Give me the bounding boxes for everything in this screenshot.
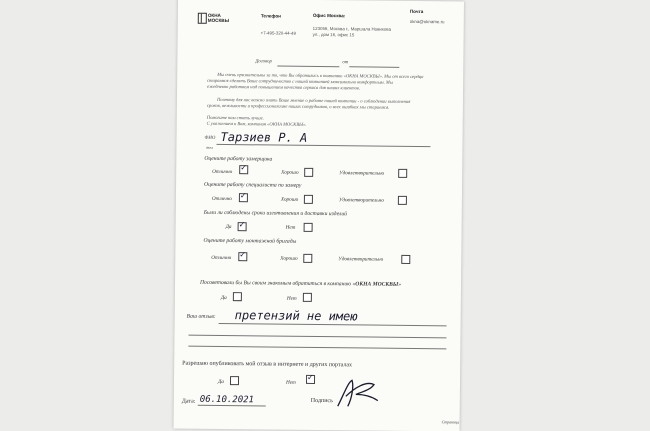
publish-text: Разрешаю опубликовать мой отзыв в интернете и других порталах — [182, 360, 353, 369]
q5-text: Посоветовали бы Вы своим знакомым обратиться в компанию «ОКНА МОСКВЫ» — [200, 279, 402, 288]
date-line — [198, 405, 266, 407]
q1-opt2-checkbox[interactable] — [304, 168, 313, 177]
intro-p1: Мы очень признательны за то, что Вы обратились в компанию «ОКНА МОСКВЫ». Мы от всего сердца — [217, 71, 424, 80]
q3-opt1-label: Да — [225, 224, 232, 231]
intro-p1b: стараемся сделать Ваше сотрудничество с нашей компанией максимально комфортным. Мы — [207, 77, 393, 85]
name-handwritten: Тарзиев Р. А — [220, 129, 308, 145]
q2-opt3-label: Удовлетворительно — [338, 197, 384, 204]
q3-text: Были ли соблюдены сроки изготовления и доставки изделий — [203, 209, 347, 218]
contract-label: Договор — [255, 59, 272, 65]
review-line-1 — [219, 323, 447, 326]
q1-opt3-label: Удовлетворительно — [339, 170, 385, 177]
phone-value: +7-495-320-44-49 — [260, 30, 296, 36]
q3-opt2-label: Нет — [285, 224, 296, 231]
q3-opt2-checkbox[interactable] — [304, 223, 313, 232]
phone-label: Телефон — [260, 13, 281, 19]
q4-opt1-checkbox[interactable] — [238, 252, 247, 261]
q4-opt2-label: Хорошо — [280, 255, 298, 262]
logo-icon — [198, 13, 207, 24]
q5-opt1-label: Да — [220, 294, 227, 302]
check-mark-icon: ✓ — [238, 220, 246, 230]
check-mark-icon: ✓ — [240, 163, 247, 173]
q2-opt3-checkbox[interactable] — [398, 196, 407, 205]
q1-opt3-checkbox[interactable] — [398, 169, 407, 178]
q3-opt1-checkbox[interactable] — [238, 222, 247, 231]
check-mark-icon: ✓ — [307, 372, 314, 382]
date-label: Дата: — [181, 398, 196, 405]
review-handwritten: претензий не имею — [234, 308, 358, 324]
q2-opt2-label: Хорошо — [280, 196, 299, 203]
q2-opt1-checkbox[interactable] — [239, 193, 248, 202]
intro-p2: Поэтому для нас важно знать Ваше мнение о работе нашей компании - о соблюдении выполнения — [216, 96, 411, 104]
logo-line1: ОКНА — [207, 12, 221, 18]
feedback-form-paper — [174, 0, 464, 431]
logo-line2: МОСКВЫ — [207, 17, 230, 24]
name-label: ФИО — [204, 135, 216, 141]
check-mark-icon: ✓ — [239, 250, 247, 260]
publish-opt1-label: Да — [217, 378, 224, 386]
q4-opt3-checkbox[interactable] — [401, 255, 410, 264]
page-label: Страница — [441, 419, 460, 425]
q5-opt2-label: Нет — [286, 295, 297, 302]
signature-image — [334, 376, 384, 411]
office-label: Офис Москва: — [312, 12, 346, 19]
q2-text: Оцените работу специалиста по замеру — [204, 181, 302, 189]
office-line1: 123056, Москва г., Маршала Новикова — [312, 25, 392, 32]
q1-text: Оцените работу замерщика — [204, 155, 273, 163]
publish-opt2-checkbox[interactable] — [306, 372, 315, 384]
intro-p2b: сроков, вежливости и профессионализме наших сотрудников, о всех ошибках мы стараемся. — [206, 102, 390, 110]
q5-opt1-checkbox[interactable] — [233, 292, 242, 301]
q4-text: Оцените работу монтажной бригады — [203, 237, 297, 245]
q4-opt1-label: Отлично — [211, 254, 232, 262]
contract-date-line — [349, 66, 399, 68]
date-handwritten: 06.10.2021 — [199, 394, 255, 406]
name-sub-label: тел — [206, 144, 213, 150]
contract-number-line — [277, 66, 339, 68]
review-line-3 — [188, 346, 446, 350]
q2-opt2-checkbox[interactable] — [304, 195, 313, 204]
office-line2: ул., дом 16, офис 15 — [312, 31, 355, 38]
q1-opt1-checkbox[interactable] — [239, 165, 248, 174]
name-line — [216, 144, 430, 147]
q1-opt2-label: Хорошо — [281, 169, 299, 176]
q5-text-main: Посоветовали бы Вы своим знакомым обратиться в компанию — [200, 279, 352, 288]
publish-opt2-label: Нет — [285, 379, 296, 386]
contract-from-label: от — [342, 60, 349, 66]
review-line-2 — [188, 335, 446, 339]
signature-label: Подпись — [310, 397, 333, 405]
q2-opt1-label: Отлично — [211, 195, 232, 203]
intro-p3: Помогите нам стать лучше. — [206, 114, 264, 121]
intro-p1c: ежедневно работаем над повышением качества сервиса для наших клиентов. — [207, 83, 361, 91]
check-mark-icon: ✓ — [239, 191, 247, 201]
publish-opt1-checkbox[interactable] — [230, 376, 239, 385]
q5-opt2-checkbox[interactable] — [303, 293, 312, 302]
intro-p3b: С уважением к Вам, компания «ОКНА МОСКВЫ». — [206, 120, 307, 127]
q4-opt3-label: Удовлетворительно — [338, 256, 384, 263]
mail-label: Почта — [409, 8, 424, 15]
q4-opt2-checkbox[interactable] — [303, 254, 312, 263]
mail-value: okna@okname.ru — [409, 18, 445, 25]
review-label: Ваш отзыв: — [186, 313, 216, 320]
q5-company: ОКНА МОСКВЫ — [355, 281, 399, 288]
q1-opt1-label: Отлично — [212, 168, 233, 176]
